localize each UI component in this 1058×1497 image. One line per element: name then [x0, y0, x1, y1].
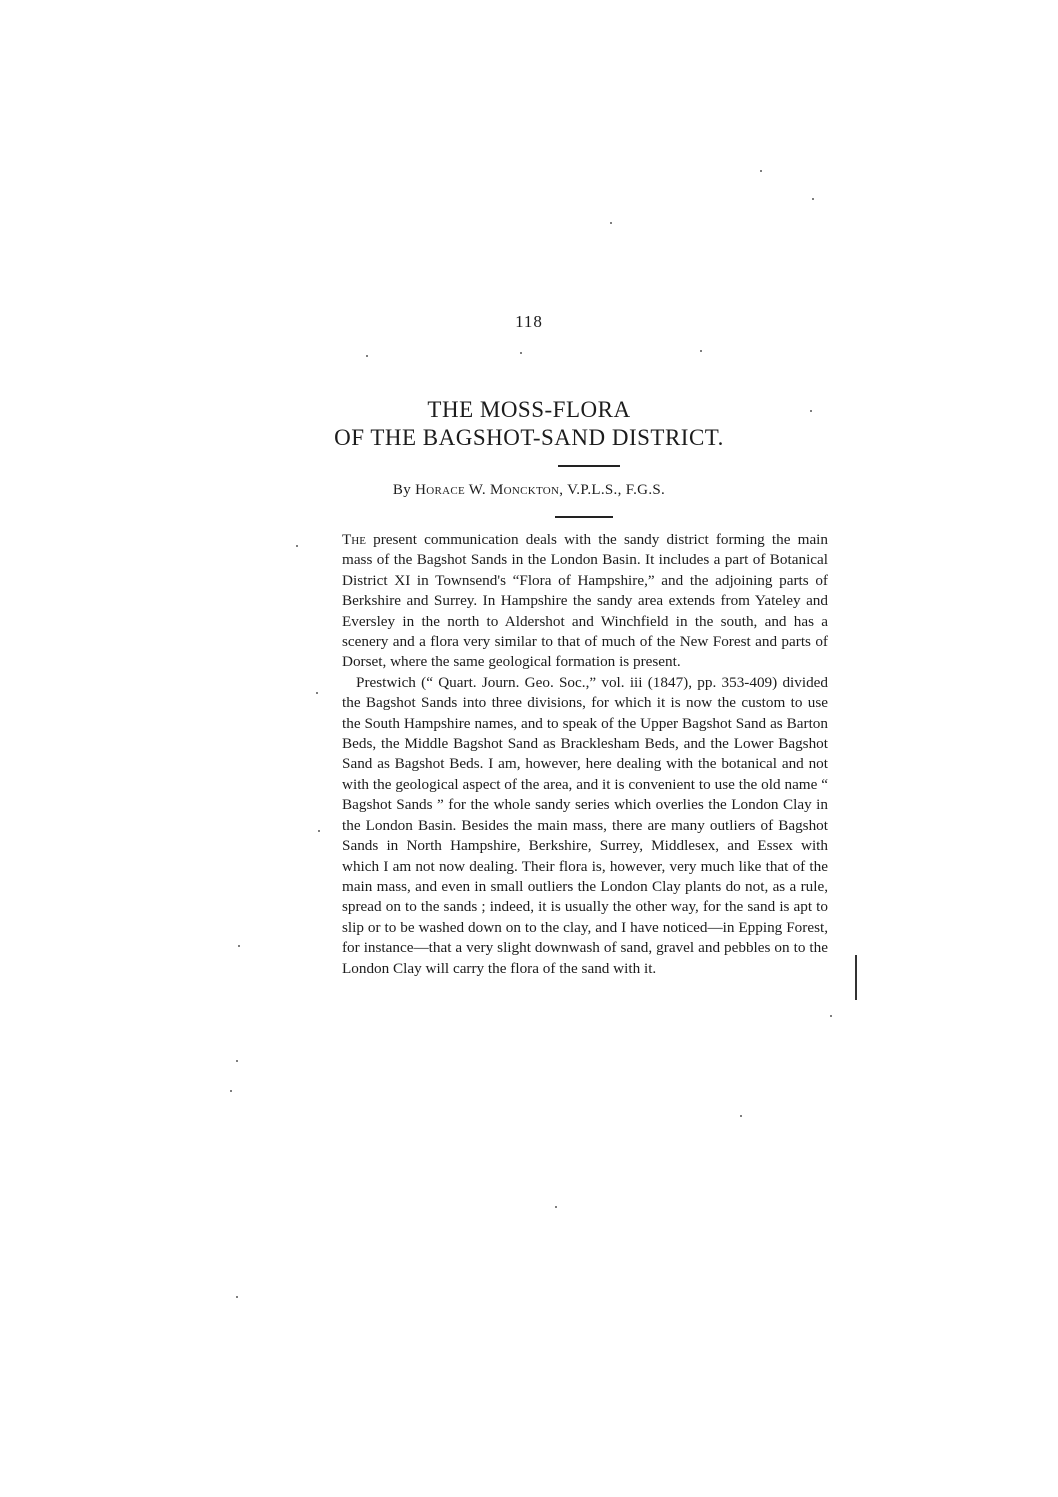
scan-speck [830, 1015, 832, 1017]
paragraph-1-text: present communication deals with the sandy district forming the main mass of the Bagshot Sands in the London Basin. It includes a part of Botanical District XI in Townsend's “Flora of Hampshire,” and the adjoining parts of Berkshire and Surrey. In Hampshire the sandy area extends from Yateley and Eversley in the north to Aldershot and Winchfield in the south, and has a scenery and a flora very similar to that of much of the New Forest and parts of Dorset, where the same geological formation is present. [342, 531, 828, 671]
scan-speck [520, 352, 522, 354]
page-number: 118 [515, 312, 543, 331]
byline-prefix: By [392, 482, 412, 498]
scan-speck [236, 1296, 238, 1298]
paragraph-1 [342, 530, 828, 673]
scan-speck [740, 1115, 742, 1117]
scan-speck [760, 170, 762, 172]
scan-speck [230, 1090, 232, 1092]
scan-speck [555, 1206, 557, 1208]
byline-divider [555, 516, 613, 518]
scan-speck [316, 692, 318, 694]
scan-speck [810, 410, 812, 412]
author-credentials: , V.P.L.S., F.G.S. [559, 482, 666, 498]
paragraph-2-text: Prestwich (“ Quart. Journ. Geo. Soc.,” vol. iii (1847), pp. 353-409) divided the Bagshot Sands into three divisions, for which it is now the custom to use the South Hampshire names, and to speak of the Upper Bagshot Sand as Barton Beds, the Middle Bagshot Sand as Bracklesham Beds, and the Lower Bagshot Sand as Bagshot Beds. I am, however, here dealing with the botanical and not with the geological aspect of the area, and it is convenient to use the old name “ Bagshot Sands ” for the whole sandy series which overlies the London Clay in the London Basin. Besides the main mass, there are many outliers of Bagshot Sands in North Hampshire, Berkshire, Surrey, Middlesex, and Essex with which I am not now dealing. Their flora is, however, very much like that of the main mass, and even in small outliers the London Clay plants do not, as a rule, spread on to the sands ; indeed, it is usually the other way, for the sand is apt to slip or to be washed down on to the clay, and I have noticed—in Epping Forest, for instance—that a very slight downwash of sand, gravel and pebbles on to the London Clay will carry the flora of the sand with it. [342, 673, 828, 977]
scan-speck [366, 355, 368, 357]
author-name: Horace W. Monckton [415, 482, 560, 498]
scan-speck [812, 198, 814, 200]
title-divider [558, 465, 620, 467]
scan-speck [296, 545, 298, 547]
scan-speck [610, 222, 612, 224]
scan-speck [700, 350, 702, 352]
margin-bar [855, 955, 857, 1000]
byline [0, 482, 1058, 499]
paragraph-2 [342, 673, 828, 979]
scan-speck [318, 830, 320, 832]
paragraph-1-lead: The [342, 531, 366, 548]
title-line-2: OF THE BAGSHOT-SAND DISTRICT. [334, 425, 724, 450]
article-body [342, 530, 828, 979]
title-line-1: THE MOSS-FLORA [427, 397, 631, 422]
article-title [0, 396, 1058, 452]
scan-speck [238, 945, 240, 947]
scan-speck [236, 1060, 238, 1062]
